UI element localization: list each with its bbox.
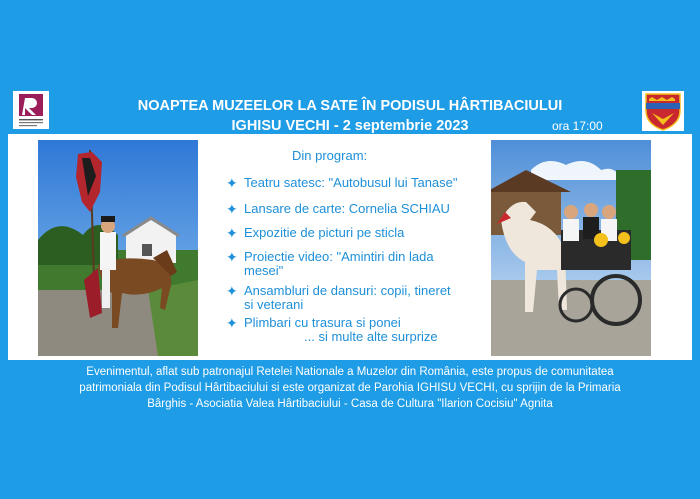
horse-rider-photo (38, 140, 198, 356)
sparkle-icon: ✦ (226, 201, 238, 217)
horse-carriage-photo (491, 140, 651, 356)
program-item: ✦ Teatru satesc: "Autobusul lui Tanase" (226, 175, 458, 191)
sparkle-icon: ✦ (226, 175, 238, 191)
program-item: ✦ Ansambluri de dansuri: copii, tineret si veterani (226, 283, 451, 312)
event-title: NOAPTEA MUZEELOR LA SATE ÎN PODISUL HÂRTIBACIULUI (137, 98, 563, 114)
event-time: ora 17:00 (552, 119, 603, 133)
event-location-date: IGHISU VECHI - 2 septembrie 2023 (231, 118, 469, 134)
program-item: ✦ Plimbari cu trasura si ponei ... si multe alte surprize (226, 315, 438, 344)
program-item: ✦ Lansare de carte: Cornelia SCHIAU (226, 201, 450, 217)
sparkle-icon: ✦ (226, 315, 238, 331)
program-item: ✦ Expozitie de picturi pe sticla (226, 225, 405, 241)
sparkle-icon: ✦ (226, 225, 238, 241)
sparkle-icon: ✦ (226, 249, 238, 265)
sparkle-icon: ✦ (226, 283, 238, 299)
program-item: ✦ Proiectie video: "Amintiri din lada mesei" (226, 249, 434, 278)
event-description: Evenimentul, aflat sub patronajul Retelei Nationale a Muzelor din România, este propus de comunitatea patrimoniala din Podisul Hârtibaciului si este organizat de Parohia IGHISU VECHI, cu sprijin de la Primaria Bârghis - Asociatia Valea Hârtibaciului - Casa de Cultura "Ilarion Cocisiu" Agnita (79, 366, 621, 410)
program-heading: Din program: (292, 148, 368, 163)
